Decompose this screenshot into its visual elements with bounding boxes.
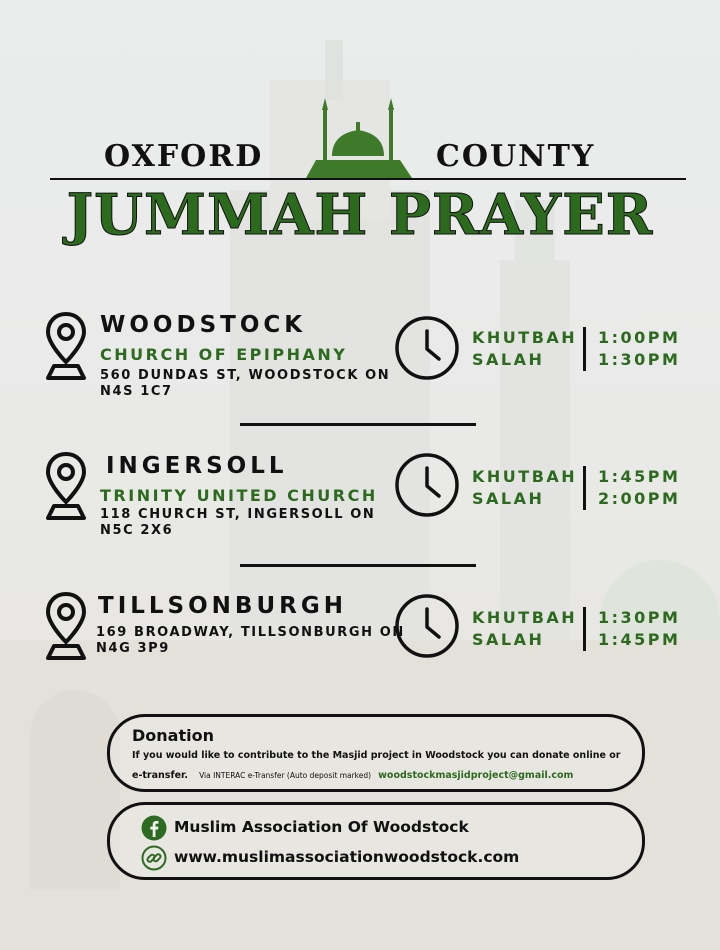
khutbah-time: 1:00PM xyxy=(598,328,681,347)
salah-time: 1:30PM xyxy=(598,350,681,369)
page-title: JUMMAH PRAYER xyxy=(66,182,654,248)
donation-email[interactable]: woodstockmasjidproject@gmail.com xyxy=(378,770,574,781)
clock-icon xyxy=(394,315,460,381)
contact-box xyxy=(107,802,645,880)
facebook-page-name[interactable]: Muslim Association Of Woodstock xyxy=(174,818,469,836)
salah-label: SALAH xyxy=(472,630,545,649)
link-icon xyxy=(141,845,167,871)
mosque-logo-icon xyxy=(296,96,422,182)
donation-line2 xyxy=(132,766,573,783)
header-right-word: COUNTY xyxy=(436,139,596,174)
donation-text: If you would like to contribute to the Masjid project in Woodstock you can donate online or xyxy=(132,750,621,761)
salah-label: SALAH xyxy=(472,350,545,369)
time-divider xyxy=(583,607,586,651)
donation-etransfer: e-transfer. xyxy=(132,770,188,781)
donation-box xyxy=(107,714,645,792)
location-venue: TRINITY UNITED CHURCH xyxy=(100,486,378,505)
clock-icon xyxy=(394,452,460,518)
salah-time: 1:45PM xyxy=(598,630,681,649)
khutbah-time: 1:30PM xyxy=(598,608,681,627)
time-divider xyxy=(583,466,586,510)
location-pin-icon xyxy=(44,590,88,662)
location-pin-icon xyxy=(44,450,88,522)
salah-time: 2:00PM xyxy=(598,489,681,508)
clock-icon xyxy=(394,593,460,659)
website-link[interactable]: www.muslimassociationwoodstock.com xyxy=(174,848,520,866)
salah-label: SALAH xyxy=(472,489,545,508)
facebook-icon xyxy=(141,815,167,841)
location-address-line2: N4G 3P9 xyxy=(96,641,170,656)
donation-note: Via INTERAC e-Transfer (Auto deposit marked) xyxy=(199,771,372,780)
location-pin-icon xyxy=(44,310,88,382)
donation-heading: Donation xyxy=(132,726,214,745)
time-divider xyxy=(583,327,586,371)
location-venue: CHURCH OF EPIPHANY xyxy=(100,345,348,364)
khutbah-time: 1:45PM xyxy=(598,467,681,486)
khutbah-label: KHUTBAH xyxy=(472,608,578,627)
section-divider xyxy=(240,564,476,567)
location-address-line1: 169 BROADWAY, TILLSONBURGH ON xyxy=(96,625,405,640)
location-address-line2: N4S 1C7 xyxy=(100,384,173,399)
location-address-line2: N5C 2X6 xyxy=(100,523,174,538)
location-city: WOODSTOCK xyxy=(100,312,307,338)
location-city: INGERSOLL xyxy=(106,453,288,479)
khutbah-label: KHUTBAH xyxy=(472,467,578,486)
header-left-word: OXFORD xyxy=(104,139,264,174)
location-address-line1: 118 CHURCH ST, INGERSOLL ON xyxy=(100,507,376,522)
header-rule xyxy=(50,178,686,180)
khutbah-label: KHUTBAH xyxy=(472,328,578,347)
location-address-line1: 560 DUNDAS ST, WOODSTOCK ON xyxy=(100,368,391,383)
location-city: TILLSONBURGH xyxy=(98,593,347,619)
section-divider xyxy=(240,423,476,426)
